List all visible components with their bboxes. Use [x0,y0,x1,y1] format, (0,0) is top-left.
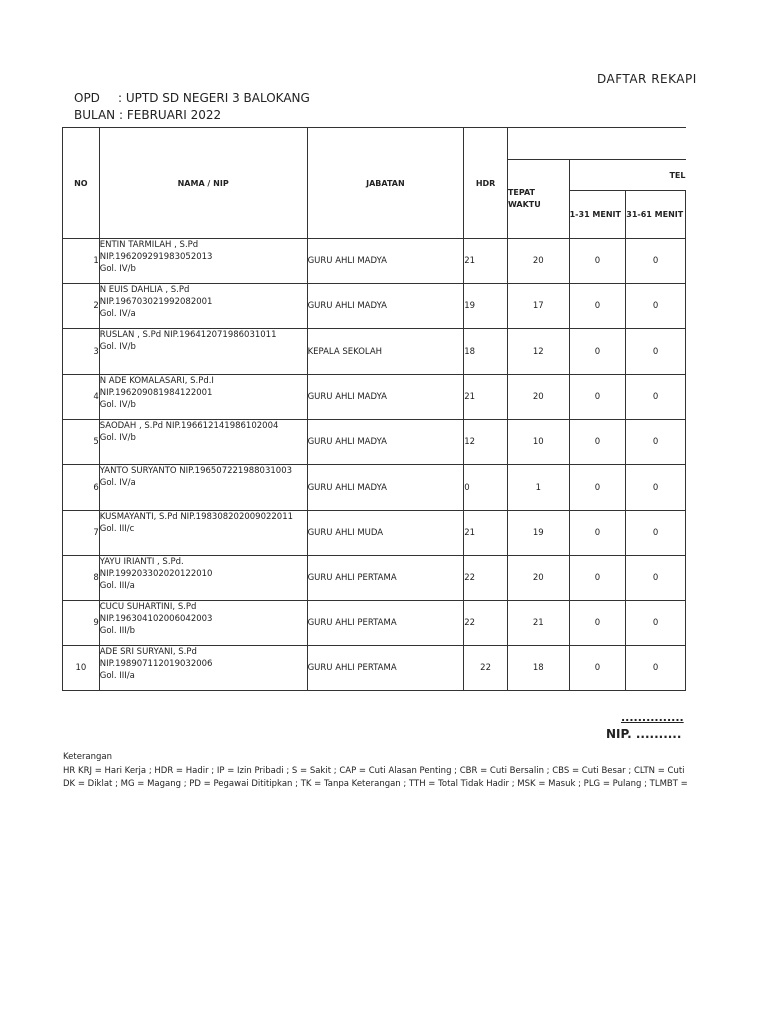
cell-m1: 0 [569,465,626,511]
header-nama: NAMA / NIP [99,128,307,239]
table-row [63,284,686,329]
signature-name-placeholder: ............... [621,711,684,724]
cell-nama-nip [99,601,307,646]
nama-nip-line: NIP.196209081984122001 [99,388,213,398]
cell-hdr: 0 [464,465,508,511]
nama-nip-line: YAYU IRIANTI , S.Pd. [99,557,184,567]
cell-hdr: 21 [464,511,508,556]
cell-jabatan: GURU AHLI PERTAMA [307,646,464,691]
header-tel: TEL [569,160,685,191]
bulan-line [74,108,221,122]
keterangan-line-2: DK = Diklat ; MG = Magang ; PD = Pegawai Dititipkan ; TK = Tanpa Keterangan ; TTH = Total Tidak Hadir ; MSK = Masuk ; PLG = Pulang ; TLMBT = [63,779,688,789]
cell-no: 8 [63,556,100,601]
table-row [63,420,686,465]
keterangan-line-1: HR KRJ = Hari Kerja ; HDR = Hadir ; IP = Izin Pribadi ; S = Sakit ; CAP = Cuti Alasan Penting ; CBR = Cuti Bersalin ; CBS = Cuti Besar ; CLTN = Cuti [63,766,685,776]
nama-nip-line: SAODAH , S.Pd NIP.196612141986102004 [99,421,279,431]
nama-nip-line: Gol. IV/b [99,342,136,352]
cell-m2: 0 [626,284,686,329]
table-row [63,329,686,375]
cell-m2: 0 [626,556,686,601]
cell-m1: 0 [569,601,626,646]
table-row [63,511,686,556]
nama-nip-line: NIP.198907112019032006 [99,659,213,669]
cell-no: 10 [63,646,100,691]
nama-nip-line: KUSMAYANTI, S.Pd NIP.198308202009022011 [99,512,294,522]
table-row [63,601,686,646]
cell-hdr: 12 [464,420,508,465]
nama-nip-line: ENTIN TARMILAH , S.Pd [99,240,199,250]
cell-nama-nip [99,329,307,375]
nama-nip-line: N EUIS DAHLIA , S.Pd [99,285,190,295]
nama-nip-line: CUCU SUHARTINI, S.Pd [99,602,197,612]
cell-jabatan: GURU AHLI MADYA [307,375,464,420]
cell-m2: 0 [626,465,686,511]
nama-nip-line: Gol. IV/b [99,264,136,274]
table-row [63,556,686,601]
table-body [63,239,686,691]
cell-nama-nip [99,375,307,420]
cell-hdr: 21 [464,239,508,284]
nama-nip-line: NIP.196209291983052013 [99,252,213,262]
nama-nip-line: N ADE KOMALASARI, S.Pd.I [99,376,214,386]
cell-hdr: 21 [464,375,508,420]
nama-nip-line: Gol. IV/b [99,400,136,410]
cell-tepat: 20 [507,556,569,601]
cell-tepat: 18 [507,646,569,691]
nama-nip-line: Gol. III/b [99,626,136,636]
cell-jabatan: GURU AHLI PERTAMA [307,556,464,601]
header-top-empty [507,128,685,160]
nama-nip-line: Gol. III/a [99,581,135,591]
cell-m2: 0 [626,511,686,556]
cell-tepat: 1 [507,465,569,511]
nama-nip-line: ADE SRI SURYANI, S.Pd [99,647,197,657]
header-no: NO [63,128,100,239]
table-row [63,465,686,511]
cell-jabatan: GURU AHLI MADYA [307,465,464,511]
opd-label: OPD [74,91,100,105]
cell-m1: 0 [569,375,626,420]
cell-no: 1 [63,239,100,284]
cell-no: 2 [63,284,100,329]
cell-no: 3 [63,329,100,375]
cell-tepat: 21 [507,601,569,646]
cell-tepat: 12 [507,329,569,375]
header-hdr: HDR [464,128,508,239]
header-jabatan: JABATAN [307,128,464,239]
table-row [63,239,686,284]
nama-nip-line: RUSLAN , S.Pd NIP.196412071986031011 [99,330,277,340]
nama-nip-line: Gol. IV/a [99,478,136,488]
nama-nip-line: Gol. III/c [99,524,135,534]
cell-jabatan: KEPALA SEKOLAH [307,329,464,375]
attendance-table [62,127,686,691]
table-row [63,646,686,691]
cell-m2: 0 [626,375,686,420]
cell-no: 7 [63,511,100,556]
document-title: DAFTAR REKAPI [597,72,697,86]
bulan-label: BULAN [74,108,116,122]
opd-value: : UPTD SD NEGERI 3 BALOKANG [118,91,310,105]
cell-tepat: 20 [507,375,569,420]
bulan-value: : FEBRUARI 2022 [119,108,222,122]
cell-hdr: 22 [464,556,508,601]
cell-nama-nip [99,239,307,284]
cell-nama-nip [99,420,307,465]
signature-nip: NIP. .......... [606,727,682,741]
cell-tepat: 10 [507,420,569,465]
cell-no: 9 [63,601,100,646]
cell-no: 6 [63,465,100,511]
cell-m2: 0 [626,601,686,646]
cell-m1: 0 [569,329,626,375]
cell-m1: 0 [569,556,626,601]
cell-m1: 0 [569,511,626,556]
nama-nip-line: Gol. III/a [99,671,135,681]
cell-m1: 0 [569,284,626,329]
cell-jabatan: GURU AHLI MUDA [307,511,464,556]
cell-jabatan: GURU AHLI MADYA [307,420,464,465]
cell-tepat: 19 [507,511,569,556]
cell-nama-nip [99,556,307,601]
nama-nip-line: NIP.196703021992082001 [99,297,213,307]
cell-m2: 0 [626,646,686,691]
cell-no: 5 [63,420,100,465]
opd-line [74,91,310,105]
cell-m1: 0 [569,239,626,284]
nama-nip-line: YANTO SURYANTO NIP.196507221988031003 [99,466,293,476]
cell-m1: 0 [569,420,626,465]
cell-nama-nip [99,465,307,511]
cell-m2: 0 [626,329,686,375]
cell-hdr: 18 [464,329,508,375]
cell-m1: 0 [569,646,626,691]
header-1-31-menit: 1-31 MENIT [569,191,626,239]
nama-nip-line: NIP.196304102006042003 [99,614,213,624]
cell-hdr: 19 [464,284,508,329]
cell-hdr: 22 [464,646,508,691]
table-row [63,375,686,420]
cell-m2: 0 [626,239,686,284]
cell-jabatan: GURU AHLI MADYA [307,284,464,329]
cell-nama-nip [99,511,307,556]
nama-nip-line: Gol. IV/a [99,309,136,319]
cell-hdr: 22 [464,601,508,646]
cell-nama-nip [99,284,307,329]
nama-nip-line: NIP.199203302020122010 [99,569,213,579]
cell-jabatan: GURU AHLI MADYA [307,239,464,284]
header-31-61-menit: 31-61 MENIT [626,191,686,239]
header-tepat-waktu: TEPAT WAKTU [507,160,569,239]
keterangan-title: Keterangan [63,752,113,762]
cell-nama-nip [99,646,307,691]
cell-jabatan: GURU AHLI PERTAMA [307,601,464,646]
nama-nip-line: Gol. IV/b [99,433,136,443]
cell-no: 4 [63,375,100,420]
cell-tepat: 17 [507,284,569,329]
cell-m2: 0 [626,420,686,465]
cell-tepat: 20 [507,239,569,284]
